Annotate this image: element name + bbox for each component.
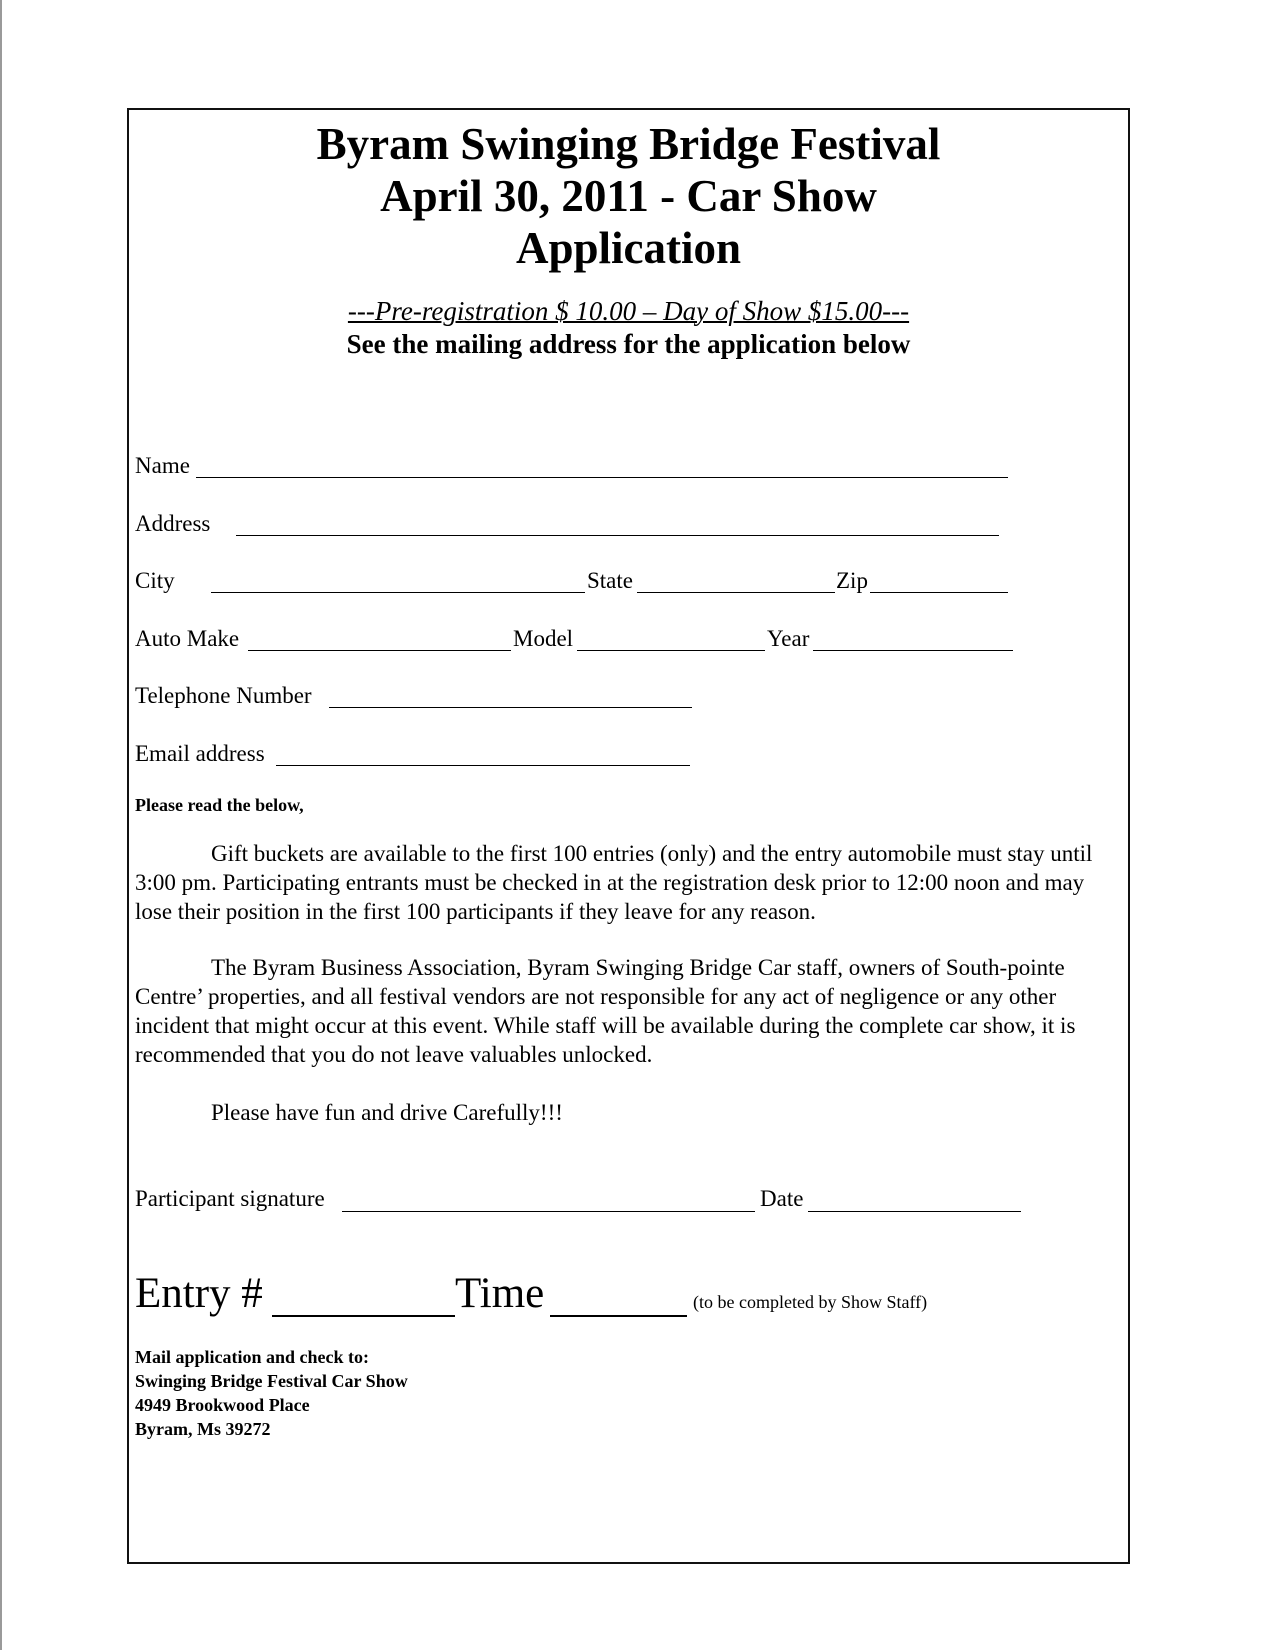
year-label: Year	[767, 626, 810, 651]
pricing-text: ---Pre-registration $ 10.00 – Day of Show $15.00---	[347, 296, 910, 326]
mailing-street: 4949 Brookwood Place	[135, 1395, 310, 1415]
notice-paragraph-closing: Please have fun and drive Carefully!!!	[211, 1100, 563, 1125]
address-label: Address	[135, 511, 211, 536]
year-field[interactable]	[813, 650, 1013, 651]
participant-signature-label: Participant signature	[135, 1186, 325, 1211]
notice-paragraph-gift-buckets: Gift buckets are available to the first 100 entries (only) and the entry automobile must stay until 3:00 pm. Participating entrants must be checked in at the registration desk prior to 12:00 noon and may lose their position in the first 100 participants if they leave for any reason.	[135, 841, 1093, 924]
auto-make-field[interactable]	[248, 650, 511, 651]
entry-number-label: Entry #	[135, 1270, 263, 1317]
city-label: City	[135, 568, 175, 593]
telephone-field[interactable]	[329, 707, 692, 708]
mailing-address-block	[135, 1345, 408, 1441]
model-label: Model	[513, 626, 574, 651]
email-field[interactable]	[276, 765, 690, 766]
mailing-city-state-zip: Byram, Ms 39272	[135, 1419, 271, 1439]
title-date-event: April 30, 2011 - Car Show	[380, 171, 877, 221]
zip-field[interactable]	[870, 592, 1008, 593]
mailing-recipient: Swinging Bridge Festival Car Show	[135, 1371, 408, 1391]
pricing-line	[127, 295, 1130, 327]
state-label: State	[587, 568, 633, 593]
staff-note: (to be completed by Show Staff)	[693, 1292, 928, 1312]
name-label: Name	[135, 453, 190, 478]
zip-label: Zip	[836, 568, 868, 593]
notice-paragraph-liability: The Byram Business Association, Byram Swinging Bridge Car staff, owners of South-pointe Centre’ properties, and all festival vendors are not responsible for any act of negligence or any other incident that might occur at this event. While staff will be available during the complete car show, it is recommended that you do not leave valuables unlocked.	[135, 955, 1076, 1067]
mailing-note: See the mailing address for the application below	[346, 329, 911, 359]
title-festival: Byram Swinging Bridge Festival	[316, 119, 941, 169]
city-field[interactable]	[211, 592, 585, 593]
state-field[interactable]	[637, 592, 835, 593]
notice-heading: Please read the below,	[135, 795, 304, 815]
address-field[interactable]	[236, 535, 999, 536]
auto-make-label: Auto Make	[135, 626, 240, 651]
telephone-label: Telephone Number	[135, 683, 312, 708]
date-field[interactable]	[808, 1211, 1021, 1212]
title-application: Application	[515, 223, 742, 273]
page-edge	[0, 0, 2, 1650]
mailing-instruction: Mail application and check to:	[135, 1347, 370, 1367]
participant-signature-field[interactable]	[342, 1211, 755, 1212]
name-field[interactable]	[196, 477, 1008, 478]
model-field[interactable]	[577, 650, 765, 651]
time-field[interactable]	[550, 1315, 687, 1317]
time-label: Time	[455, 1270, 545, 1317]
email-label: Email address	[135, 741, 265, 766]
entry-number-field[interactable]	[272, 1315, 455, 1317]
date-label: Date	[760, 1186, 804, 1211]
